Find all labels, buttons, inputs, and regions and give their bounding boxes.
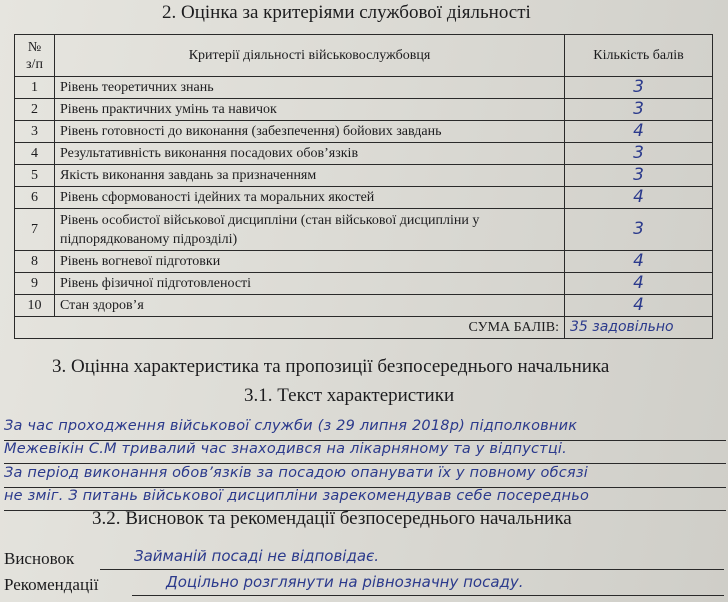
row-num: 2	[15, 99, 55, 121]
row-num: 4	[15, 143, 55, 165]
header-criterion: Критерії діяльності військовослужбовця	[55, 35, 565, 77]
table-row	[15, 143, 713, 165]
row-num: 5	[15, 165, 55, 187]
table-row	[15, 165, 713, 187]
row-criterion: Рівень вогневої підготовки	[55, 251, 565, 273]
table-row	[15, 187, 713, 209]
section-3-1-title: 3.1. Текст характеристики	[244, 385, 455, 406]
section-3-title: 3. Оцінна характеристика та пропозиції безпосереднього начальника	[52, 356, 610, 377]
table-row	[15, 121, 713, 143]
row-score: 4	[565, 187, 713, 209]
table-row	[15, 209, 713, 251]
row-criterion: Рівень практичних умінь та навичок	[55, 99, 565, 121]
table-row	[15, 77, 713, 99]
header-num	[15, 35, 55, 77]
row-num: 8	[15, 251, 55, 273]
row-criterion: Результативність виконання посадових обов’язків	[55, 143, 565, 165]
table-sum-row	[15, 317, 713, 339]
row-criterion: Стан здоров’я	[55, 295, 565, 317]
row-score: 4	[565, 273, 713, 295]
row-num: 6	[15, 187, 55, 209]
section-3-2-title: 3.2. Висновок та рекомендації безпосереднього начальника	[92, 508, 572, 529]
table-row	[15, 295, 713, 317]
row-score: 3	[565, 209, 713, 251]
characteristic-line: Межевікін С.М тривалий час знаходився на лікарняному та у відпустці.	[4, 441, 726, 464]
header-num-bottom: з/п	[26, 56, 43, 72]
recommendation-row	[4, 573, 724, 597]
conclusion-label: Висновок	[4, 549, 75, 568]
row-num: 10	[15, 295, 55, 317]
characteristic-line: За час проходження військової служби (з 29 липня 2018р) підполковник	[4, 418, 726, 441]
row-score: 3	[565, 165, 713, 187]
row-criterion: Рівень сформованості ідейних та моральних якостей	[55, 187, 565, 209]
row-criterion: Рівень особистої військової дисципліни (стан військової дисципліни у підпорядкованому підрозділі)	[55, 209, 565, 251]
row-score: 4	[565, 295, 713, 317]
row-score: 3	[565, 77, 713, 99]
header-score: Кількість балів	[565, 35, 713, 77]
recommendation-value: Доцільно розглянути на рівнозначну посаду.	[132, 573, 724, 596]
section-2-title: 2. Оцінка за критеріями службової діяльності	[162, 2, 531, 23]
header-num-top: №	[27, 39, 42, 55]
table-row	[15, 273, 713, 295]
conclusion-row	[4, 547, 724, 571]
criteria-table	[14, 34, 713, 339]
row-criterion: Рівень готовності до виконання (забезпечення) бойових завдань	[55, 121, 565, 143]
row-score: 4	[565, 251, 713, 273]
table-row	[15, 99, 713, 121]
characteristic-line: не зміг. З питань військової дисципліни зарекомендував себе посередньо	[4, 488, 726, 511]
row-num: 3	[15, 121, 55, 143]
row-score: 4	[565, 121, 713, 143]
table-row	[15, 251, 713, 273]
sum-label: СУМА БАЛІВ:	[55, 317, 565, 339]
row-score: 3	[565, 143, 713, 165]
table-header-row	[15, 35, 713, 77]
recommendation-label: Рекомендації	[4, 575, 99, 594]
row-score: 3	[565, 99, 713, 121]
sum-value: 35 задовільно	[565, 317, 713, 339]
row-num: 7	[15, 209, 55, 251]
conclusion-value: Займаній посаді не відповідає.	[100, 547, 724, 570]
characteristic-line: За період виконання обов’язків за посадою опанувати їх у повному обсязі	[4, 465, 726, 488]
sum-spacer	[15, 317, 55, 339]
row-criterion: Рівень теоретичних знань	[55, 77, 565, 99]
row-num: 1	[15, 77, 55, 99]
row-criterion: Рівень фізичної підготовленості	[55, 273, 565, 295]
row-criterion: Якість виконання завдань за призначенням	[55, 165, 565, 187]
row-num: 9	[15, 273, 55, 295]
